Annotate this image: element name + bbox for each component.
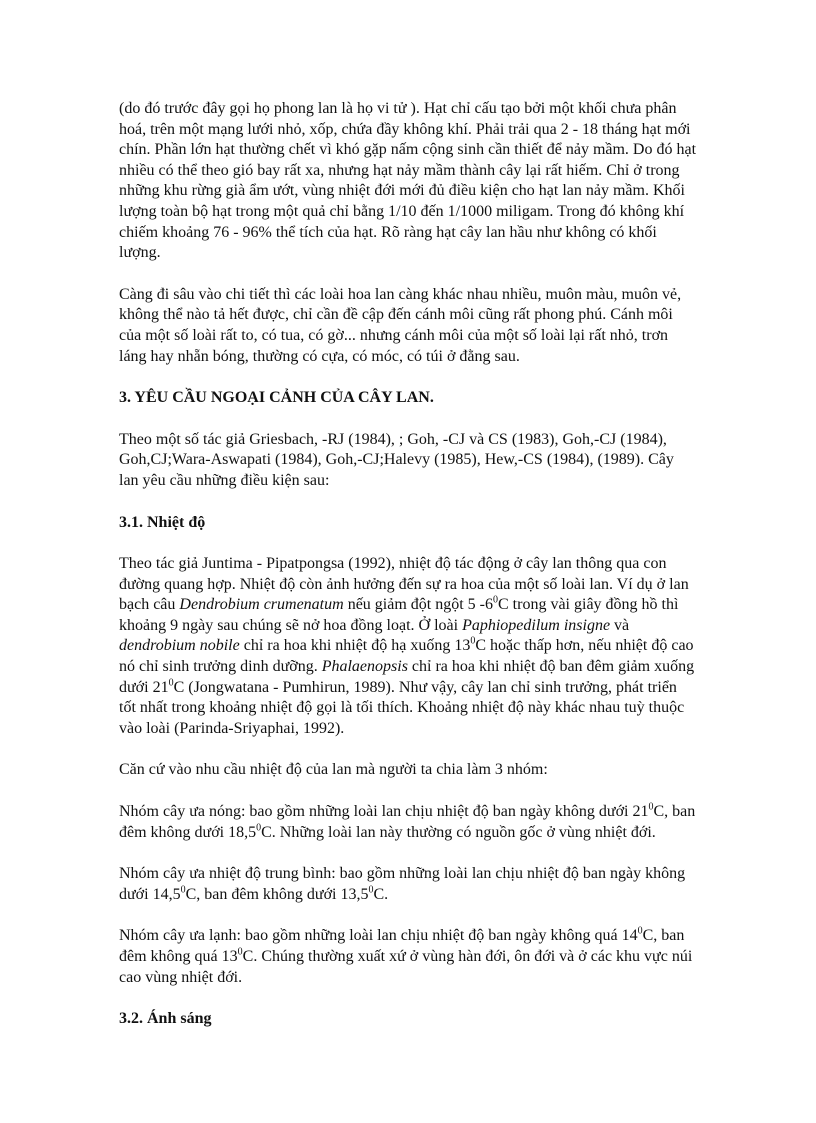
subsection-heading-temperature: 3.1. Nhiệt độ — [119, 513, 206, 531]
paragraph-groups-intro: Căn cứ vào nhu cầu nhiệt độ của lan mà người ta chia làm 3 nhóm: — [119, 761, 548, 779]
species-name: Dendrobium crumenatum — [179, 596, 344, 614]
species-name: dendrobium nobile — [119, 637, 240, 655]
paragraph-cold-group: Nhóm cây ưa lạnh: bao gồm những loài lan chịu nhiệt độ ban ngày không quá $14^0C$, ban đêm không quá $13^0C$. Chúng thường xuất xứ ở vùng hàn đới, ôn đới và ở các khu vực núi cao vùng nhiệt đới. — [119, 926, 693, 986]
paragraph-temperature: Theo tác giả Juntima - Pipatpongsa (1992), nhiệt độ tác động ở cây lan thông qua con đường quang hợp. Nhiệt độ còn ảnh hưởng đến sự ra hoa của một số loài lan. Ví dụ ở lan bạch câu Dendrobium crumenatum nếu giảm đột ngột 5 $-6^0C$ trong vài giây đồng hồ thì khoảng 9 ngày sau chúng sẽ nở hoa đồng loạt. Ở loài Paphiopedilum insigne và dendrobium nobile chỉ ra hoa khi nhiệt độ hạ xuống $13^0C$ hoặc thấp hơn, nếu nhiệt độ cao nó chỉ sinh trưởng dinh dưỡng. Phalaenopsis chỉ ra hoa khi nhiệt độ ban đêm giảm xuống dưới $21^0C$ (Jongwatana - Pumhirun, 1989). Như vậy, cây lan chỉ sinh trưởng, phát triển tốt nhất trong khoảng nhiệt độ gọi là tối thích. Khoảng nhiệt độ này khác nhau tuỳ thuộc vào loài (Parinda-Sriyaphai, 1992). — [119, 555, 695, 737]
document-page — [119, 99, 697, 1051]
paragraph-authors: Theo một số tác giả Griesbach, -RJ (1984), ; Goh, -CJ và CS (1983), Goh,-CJ (1984), Goh,CJ;Wara-Aswapati (1984), Goh,-CJ;Halevy (1985), Hew,-CS (1984), (1989). Cây lan yêu cầu những điều kiện sau: — [119, 430, 674, 489]
paragraph-seed: (do đó trước đây gọi họ phong lan là họ vi tử ). Hạt chỉ cấu tạo bởi một khối chưa phân hoá, trên một mạng lưới nhỏ, xốp, chứa đầy không khí. Phải trải qua 2 - 18 tháng hạt mới chín. Phần lớn hạt thường chết vì khó gặp nấm cộng sinh cần thiết để nảy mầm. Do đó hạt nhiều có thể theo gió bay rất xa, nhưng hạt nảy mầm thành cây lại rất hiếm. Chỉ ở trong những khu rừng già ẩm ướt, vùng nhiệt đới mới đủ điều kiện cho hạt lan nảy mầm. Khối lượng toàn bộ hạt trong một quả chỉ bằng 1/10 đến 1/1000 miligam. Trong đó không khí chiếm khoảng 76 - 96% thể tích của hạt. Rõ ràng hạt cây lan hầu như không có khối lượng. — [119, 100, 697, 262]
paragraph-lip: Càng đi sâu vào chi tiết thì các loài hoa lan càng khác nhau nhiều, muôn màu, muôn vẻ, không thể nào tả hết được, chỉ cần đề cập đến cánh môi cũng rất phong phú. Cánh môi của một số loài rất to, có tua, có gờ... nhưng cánh môi của một số loài lại rất nhỏ, trơn láng hay nhẵn bóng, thường có cựa, có móc, có túi ở đằng sau. — [119, 285, 682, 365]
section-heading-environment: 3. YÊU CẦU NGOẠI CẢNH CỦA CÂY LAN. — [119, 389, 434, 407]
paragraph-hot-group: Nhóm cây ưa nóng: bao gồm những loài lan chịu nhiệt độ ban ngày không dưới $21^0C$, ban đêm không dưới 18,5$^0$C. Những loài lan này thường có nguồn gốc ở vùng nhiệt đới. — [119, 801, 696, 841]
species-name: Phalaenopsis — [321, 658, 408, 676]
subsection-heading-light: 3.2. Ánh sáng — [119, 1010, 212, 1028]
species-name: Paphiopedilum insigne — [462, 616, 611, 634]
paragraph-medium-group: Nhóm cây ưa nhiệt độ trung bình: bao gồm những loài lan chịu nhiệt độ ban ngày không dưới 14,5$^0$C, ban đêm không dưới 13,5$^0$C. — [119, 865, 686, 903]
